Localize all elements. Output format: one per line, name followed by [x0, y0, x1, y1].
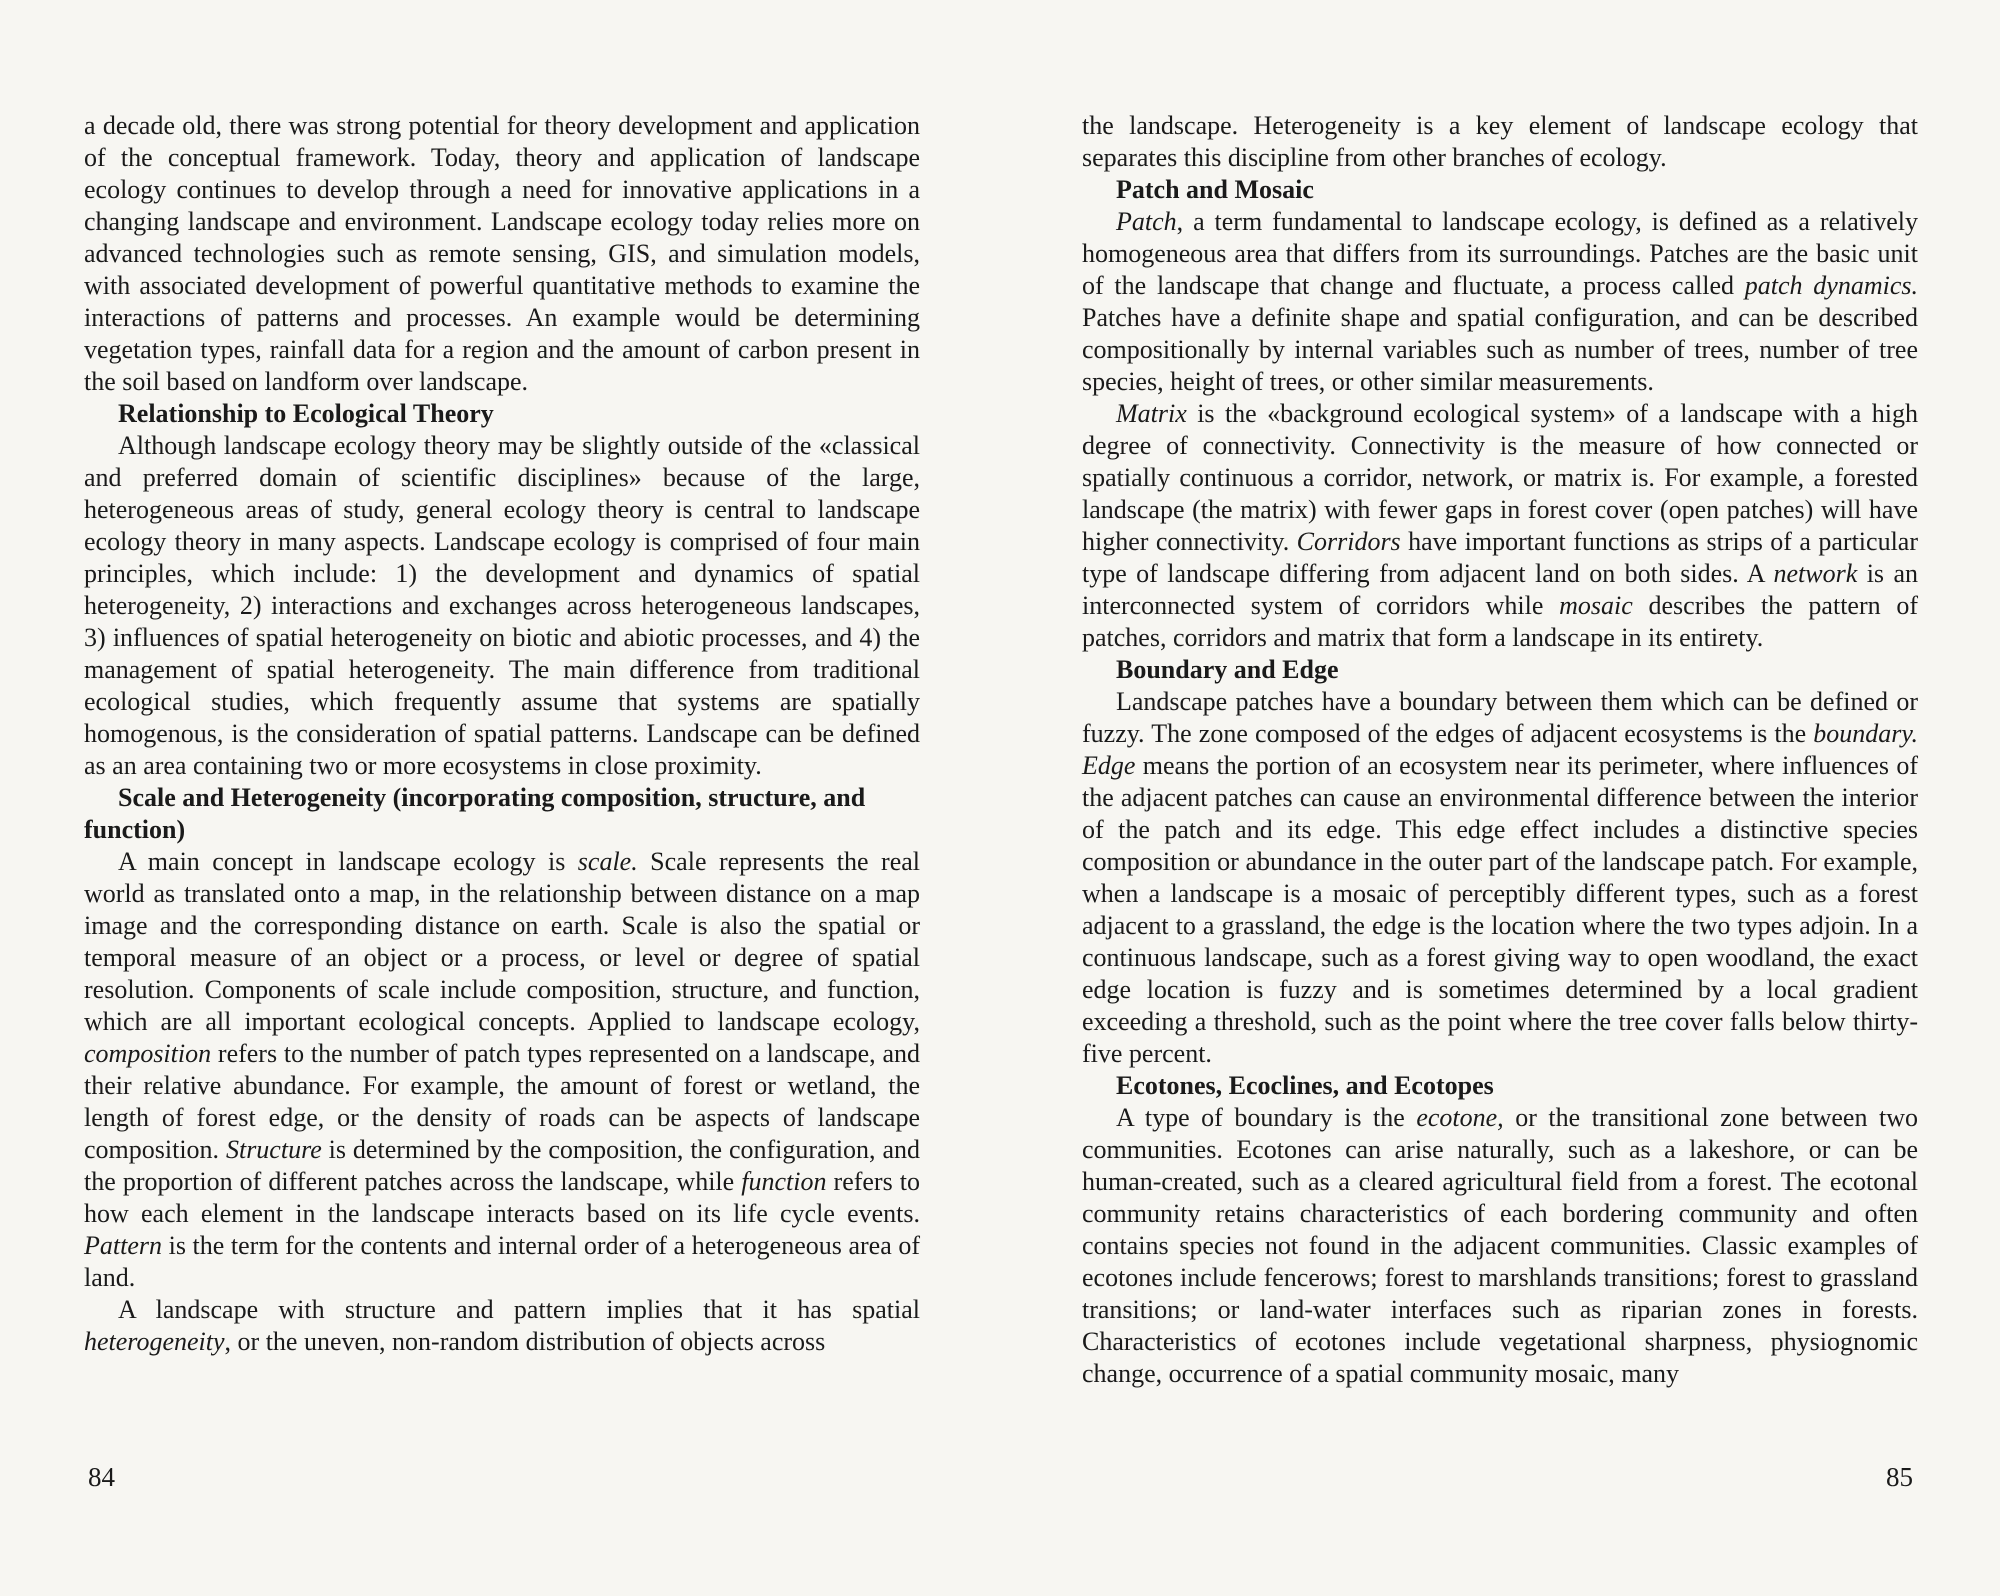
page-number-left: 84 [88, 1462, 115, 1492]
heading-ecotones: Ecotones, Ecoclines, and Ecotopes [1116, 1071, 1494, 1100]
heading-scale: Scale and Heterogeneity (incorporating composition, structure, and function) [84, 783, 866, 844]
paragraph-relationship: Although landscape ecology theory may be slightly outside of the «classical and preferred domain of scientific disciplines» because of the large, heterogeneous areas of study, general ecology theory is central to landscape ecology theory in many aspects. Landscape ecology is comprised of four main principles, which include: 1) the development and dynamics of spatial heterogeneity, 2) interactions and exchanges across heterogeneous landscapes, 3) influences of spatial heterogeneity on biotic and abiotic processes, and 4) the management of spatial heterogeneity. The main difference from traditional ecological studies, which frequently assume that systems are spatially homogenous, is the consideration of spatial patterns. Landscape can be defined as an area containing two or more ecosystems in close proximity. [84, 431, 920, 780]
paragraph-scale: A main concept in landscape ecology is scale. Scale represents the real world as translated onto a map, in the relationship between distance on a map image and the corresponding distance on earth. Scale is also the spatial or temporal measure of an object or a process, or level or degree of spatial resolution. Components of scale include composition, structure, and function, which are all important ecological concepts. Applied to landscape ecology, composition refers to the number of patch types represented on a landscape, and their relative abundance. For example, the amount of forest or wetland, the length of forest edge, or the density of roads can be aspects of landscape composition. Structure is determined by the composition, the configuration, and the proportion of different patches across the landscape, while function refers to how each element in the landscape interacts based on its life cycle events. Pattern is the term for the contents and internal order of a heterogeneous area of land. [84, 847, 920, 1292]
paragraph-ecotones: A type of boundary is the ecotone, or the transitional zone between two communities. Ecotones can arise naturally, such as a lakeshore, or can be human-created, such as a cleared agricultural field from a forest. The ecotonal community retains characteristics of each bordering community and often contains species not found in the adjacent communities. Classic examples of ecotones include fencerows; forest to marshlands transitions; forest to grassland transitions; or land-water interfaces such as riparian zones in forests. Characteristics of ecotones include vegetational sharpness, physiognomic change, occurrence of a spatial community mosaic, many [1082, 1103, 1918, 1388]
paragraph-boundary: Landscape patches have a boundary between them which can be defined or fuzzy. The zone composed of the edges of adjacent ecosystems is the boundary. Edge means the portion of an ecosystem near its perimeter, where influences of the adjacent patches can cause an environmental difference between the interior of the patch and its edge. This edge effect includes a distinctive species composition or abundance in the outer part of the landscape patch. For example, when a landscape is a mosaic of perceptibly different types, such as a forest adjacent to a grassland, the edge is the location where the two types adjoin. In a continuous landscape, such as a forest giving way to open woodland, the exact edge location is fuzzy and is sometimes determined by a local gradient exceeding a threshold, such as the point where the tree cover falls below thirty-five percent. [1082, 687, 1918, 1068]
heading-patch: Patch and Mosaic [1116, 175, 1314, 204]
page-number-right: 85 [1886, 1462, 1913, 1492]
heading-relationship: Relationship to Ecological Theory [118, 399, 494, 428]
paragraph-patch: Patch, a term fundamental to landscape ecology, is defined as a relatively homogeneous area that differs from its surroundings. Patches are the basic unit of the landscape that change and fluctuate, a process called patch dynamics. Patches have a definite shape and spatial configuration, and can be described compositionally by internal variables such as number of trees, number of tree species, height of trees, or other similar measurements. [1082, 207, 1918, 396]
paragraph-continuation: the landscape. Heterogeneity is a key element of landscape ecology that separates this discipline from other branches of ecology. [1082, 111, 1918, 172]
paragraph-continuation: a decade old, there was strong potential for theory development and application of the conceptual framework. Today, theory and application of landscape ecology continues to develop through a need for innovative applications in a changing landscape and environment. Landscape ecology today relies more on advanced technologies such as remote sensing, GIS, and simulation models, with associated development of powerful quantitative methods to examine the interactions of patterns and processes. An example would be determining vegetation types, rainfall data for a region and the amount of carbon present in the soil based on landform over landscape. [84, 111, 920, 396]
heading-boundary: Boundary and Edge [1116, 655, 1339, 684]
right-page [1082, 110, 1918, 1390]
paragraph-heterogeneity: A landscape with structure and pattern implies that it has spatial heterogeneity, or the uneven, non-random distribution of objects across [84, 1295, 920, 1356]
paragraph-matrix: Matrix is the «background ecological system» of a landscape with a high degree of connectivity. Connectivity is the measure of how connected or spatially continuous a corridor, network, or matrix is. For example, a forested landscape (the matrix) with fewer gaps in forest cover (open patches) will have higher connectivity. Corridors have important functions as strips of a particular type of landscape differing from adjacent land on both sides. A network is an interconnected system of corridors while mosaic describes the pattern of patches, corridors and matrix that form a landscape in its entirety. [1082, 399, 1918, 652]
left-page [84, 110, 920, 1358]
